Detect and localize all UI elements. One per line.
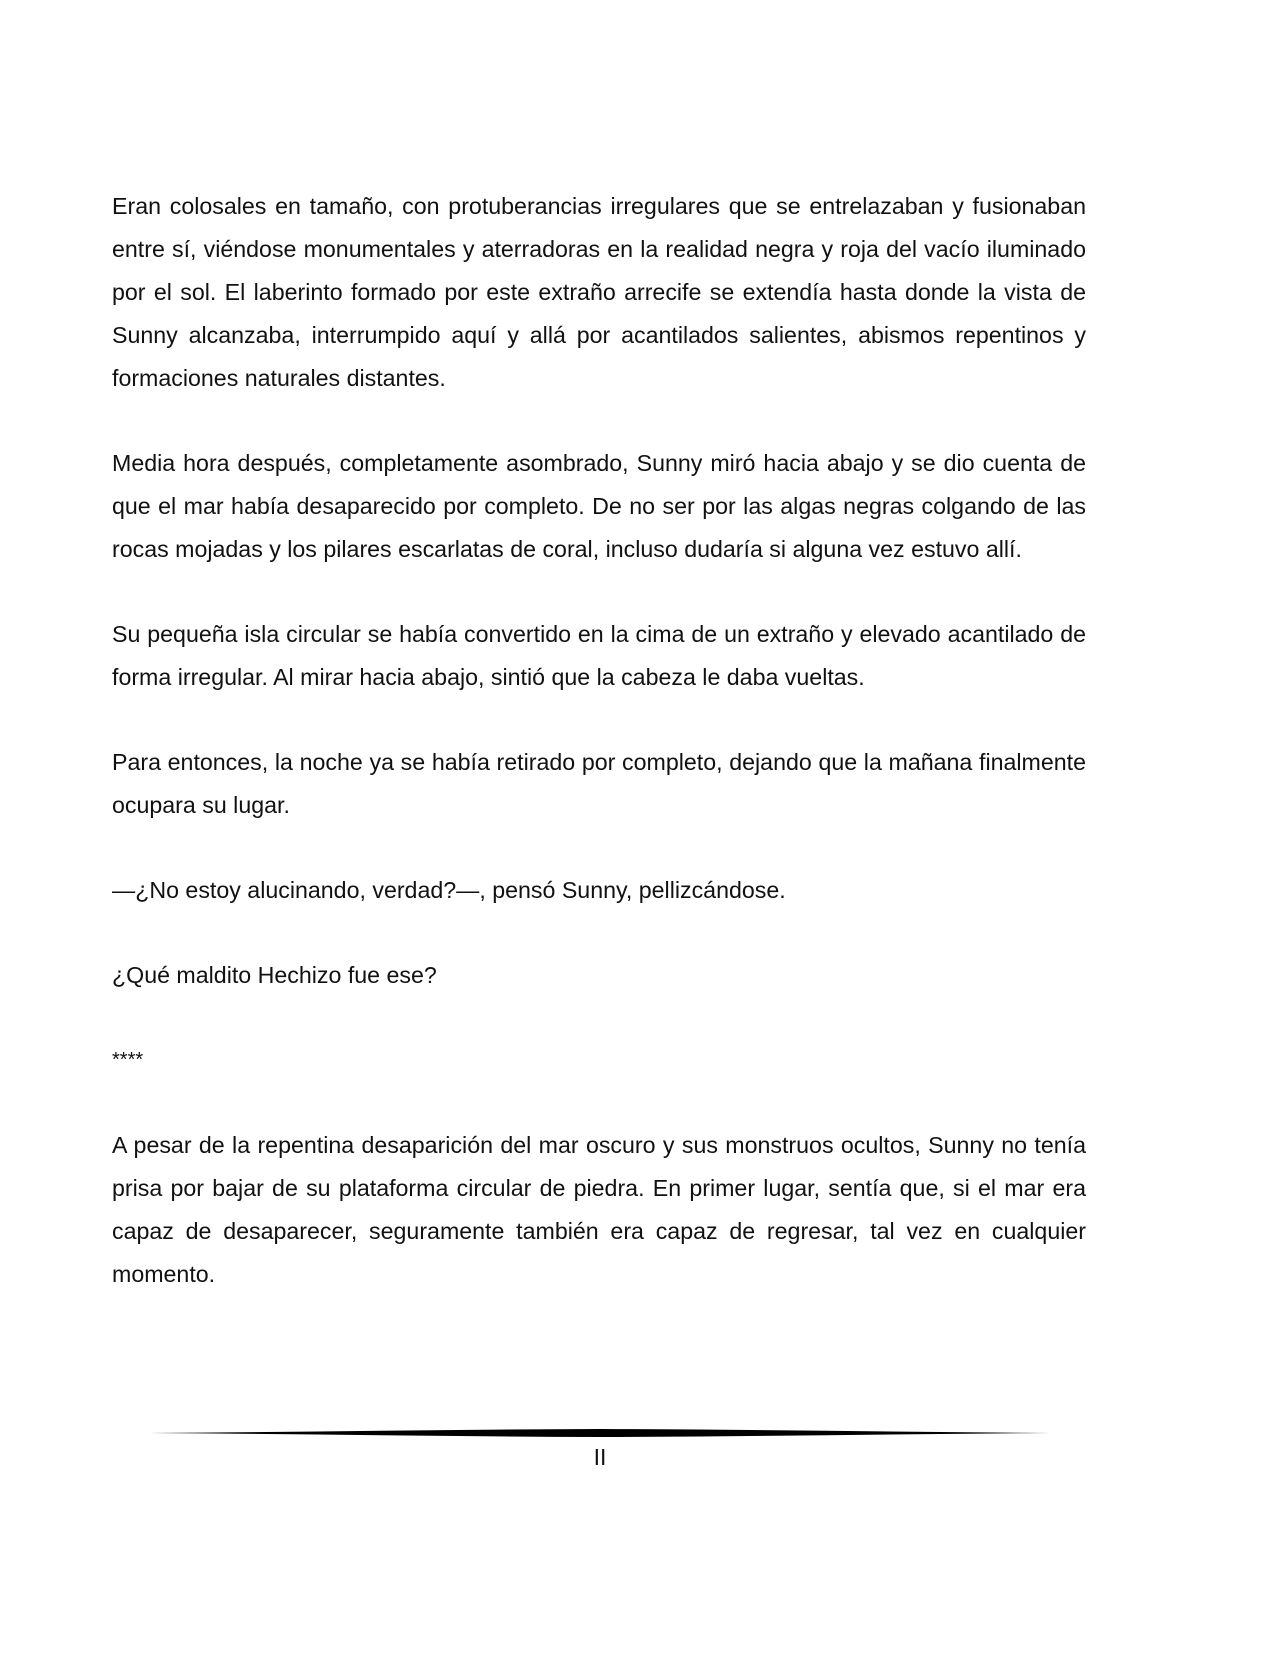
paragraph-no-hurry: A pesar de la repentina desaparición del mar oscuro y sus monstruos ocultos, Sunny no tenía prisa por bajar de su plataforma circular de piedra. En primer lugar, sentía que, si el mar era capaz de desaparecer, seguramente también era capaz de regresar, tal vez en cualquier momento. xyxy=(112,1132,1086,1287)
scene-separator: **** xyxy=(112,1049,144,1071)
paragraph-morning: Para entonces, la noche ya se había retirado por completo, dejando que la mañana finalmente ocupara su lugar. xyxy=(112,749,1086,818)
paragraph-island-cliff: Su pequeña isla circular se había convertido en la cima de un extraño y elevado acantilado de forma irregular. Al mirar hacia abajo, sintió que la cabeza le daba vueltas. xyxy=(112,621,1086,690)
page-number: II xyxy=(593,1444,607,1470)
paragraph-hallucinating: —¿No estoy alucinando, verdad?—, pensó Sunny, pellizcándose. xyxy=(112,877,786,903)
paragraph-spell-question: ¿Qué maldito Hechizo fue ese? xyxy=(112,962,437,988)
page-body xyxy=(112,185,1086,1338)
paragraph-sea-vanished: Media hora después, completamente asombrado, Sunny miró hacia abajo y se dio cuenta de que el mar había desaparecido por completo. De no ser por las algas negras colgando de las rocas mojadas y los pilares escarlatas de coral, incluso dudaría si alguna vez estuvo allí. xyxy=(112,450,1086,562)
footer-divider xyxy=(150,1424,1050,1442)
paragraph-reef-description: Eran colosales en tamaño, con protuberancias irregulares que se entrelazaban y fusionaban entre sí, viéndose monumentales y aterradoras en la realidad negra y roja del vacío iluminado por el sol. El laberinto formado por este extraño arrecife se extendía hasta donde la vista de Sunny alcanzaba, interrumpido aquí y allá por acantilados salientes, abismos repentinos y formaciones naturales distantes. xyxy=(112,193,1086,391)
